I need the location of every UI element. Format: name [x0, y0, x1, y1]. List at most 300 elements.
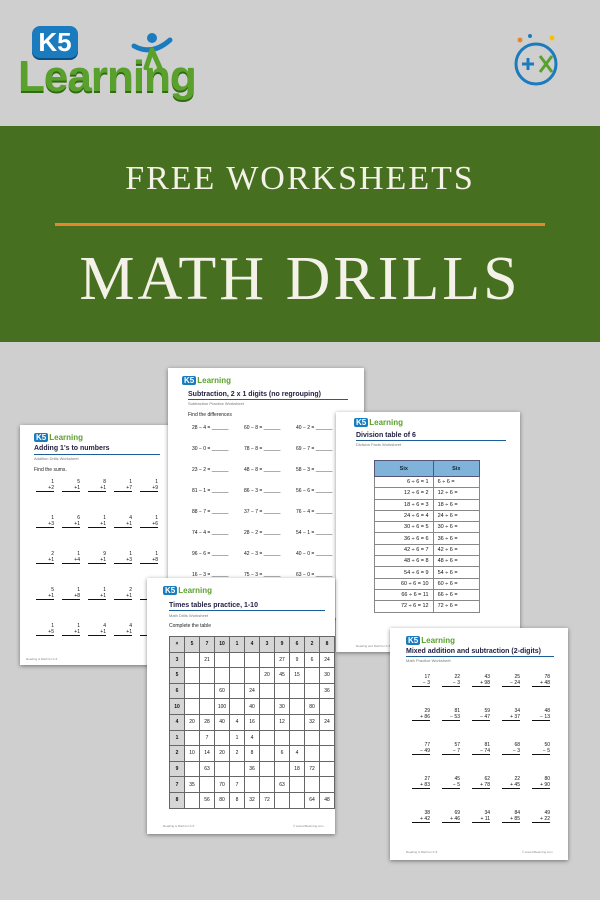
grid-cell: 36	[245, 761, 260, 777]
grid-header-cell: 9	[170, 761, 185, 777]
problem-top-number: 1	[103, 587, 106, 593]
vertical-problem	[412, 674, 430, 687]
problem-operand: − 53	[442, 714, 460, 721]
table-row	[375, 589, 480, 600]
grid-cell: 35	[185, 777, 200, 793]
problem-operand: + 37	[502, 714, 520, 721]
problem-top-number: 9	[103, 551, 106, 557]
table-cell: 30 ÷ 6 =	[433, 522, 479, 533]
vertical-problem	[442, 810, 460, 823]
title-rule	[34, 454, 160, 455]
vertical-problem	[36, 515, 54, 528]
table-cell: 66 ÷ 6 = 11	[375, 589, 434, 600]
problem-operand: − 49	[412, 748, 430, 755]
grid-cell	[305, 668, 320, 684]
table-cell: 36 ÷ 6 =	[433, 533, 479, 544]
title-rule	[356, 440, 506, 441]
problem-top-number: 34	[484, 810, 490, 816]
grid-cell	[185, 761, 200, 777]
problem-operand: + 78	[472, 782, 490, 789]
grid-cell	[290, 792, 305, 808]
problem-top-number: 1	[51, 623, 54, 629]
problem-top-number: 1	[155, 515, 158, 521]
grid-cell: 12	[275, 714, 290, 730]
problem-operand: +7	[114, 485, 132, 492]
table-row	[375, 578, 480, 589]
worksheet-subtitle: Addition Drills Worksheet	[34, 456, 79, 461]
problem-top-number: 5	[77, 479, 80, 485]
table-row	[375, 556, 480, 567]
problem-operand: + 98	[472, 680, 490, 687]
grid-cell: 10	[185, 746, 200, 762]
problem-operand: − 74	[472, 748, 490, 755]
times-table-grid	[169, 636, 335, 809]
problem-top-number: 1	[129, 479, 132, 485]
grid-cell: 32	[245, 792, 260, 808]
vertical-problem	[114, 623, 132, 636]
grid-cell	[215, 652, 230, 668]
problem-top-number: 17	[424, 674, 430, 680]
problem-top-number: 5	[51, 587, 54, 593]
worksheet-instruction: Complete the table	[169, 623, 211, 629]
grid-cell	[305, 683, 320, 699]
grid-row	[170, 777, 335, 793]
math-symbols-icon	[508, 30, 564, 90]
grid-cell	[230, 683, 245, 699]
problem-top-number: 1	[51, 479, 54, 485]
column-header: Six	[433, 461, 479, 477]
problem-operand: + 90	[532, 782, 550, 789]
vertical-problem	[472, 776, 490, 789]
problem-operand: + 46	[442, 816, 460, 823]
subtraction-problem: 28 − 4 = ______	[192, 425, 229, 431]
problem-top-number: 34	[514, 708, 520, 714]
grid-cell	[200, 699, 215, 715]
subtraction-problem: 96 − 6 = ______	[192, 551, 229, 557]
subtraction-problem: 42 − 3 = ______	[244, 551, 281, 557]
worksheet-logo: K5 Learning	[36, 433, 84, 442]
problem-top-number: 69	[454, 810, 460, 816]
problem-operand: +1	[114, 629, 132, 636]
problem-top-number: 45	[454, 776, 460, 782]
table-cell: 36 ÷ 6 = 6	[375, 533, 434, 544]
grid-cell	[320, 746, 335, 762]
grid-cell	[305, 777, 320, 793]
grid-cell: 8	[245, 746, 260, 762]
problem-operand: +1	[88, 557, 106, 564]
table-cell: 72 ÷ 6 =	[433, 601, 479, 612]
grid-cell	[185, 668, 200, 684]
worksheet-footer: Reading and Math for K-5	[356, 644, 391, 648]
subtraction-problem: 56 − 6 = ______	[296, 488, 333, 494]
problem-operand: +1	[62, 629, 80, 636]
problem-top-number: 50	[544, 742, 550, 748]
grid-cell: 72	[260, 792, 275, 808]
grid-cell: 8	[230, 792, 245, 808]
grid-row	[170, 730, 335, 746]
table-cell: 60 ÷ 6 = 10	[375, 578, 434, 589]
vertical-problem	[472, 674, 490, 687]
grid-cell: 1	[230, 730, 245, 746]
problem-top-number: 4	[103, 623, 106, 629]
grid-cell: 72	[305, 761, 320, 777]
grid-header-cell: 10	[170, 699, 185, 715]
vertical-problem	[442, 708, 460, 721]
problem-operand: +1	[62, 521, 80, 528]
table-row	[375, 601, 480, 612]
vertical-problem	[62, 479, 80, 492]
grid-cell	[305, 730, 320, 746]
worksheet-title: Adding 1's to numbers	[34, 445, 110, 452]
problem-top-number: 48	[544, 708, 550, 714]
vertical-problem	[502, 674, 520, 687]
grid-row	[170, 652, 335, 668]
grid-cell	[200, 777, 215, 793]
vertical-problem	[502, 708, 520, 721]
subtraction-problem: 63 − 0 = ______	[296, 572, 333, 578]
vertical-problem	[114, 551, 132, 564]
grid-cell: 30	[275, 699, 290, 715]
table-row	[375, 499, 480, 510]
grid-cell: 4	[230, 714, 245, 730]
vertical-problem	[532, 708, 550, 721]
problem-top-number: 8	[103, 479, 106, 485]
k5-badge: K5	[32, 26, 78, 58]
table-row	[375, 522, 480, 533]
grid-header-cell: 4	[170, 714, 185, 730]
grid-header-cell: 6	[290, 637, 305, 653]
subtraction-problem: 60 − 8 = ______	[244, 425, 281, 431]
problem-operand: − 7	[442, 748, 460, 755]
vertical-problem	[502, 742, 520, 755]
vertical-problem	[114, 587, 132, 600]
website-footer: © www.k5learning.com	[293, 824, 324, 828]
problem-operand: +8	[62, 593, 80, 600]
division-table	[374, 460, 480, 613]
vertical-problem	[88, 623, 106, 636]
worksheet-times-tables[interactable]	[147, 578, 335, 834]
grid-cell	[290, 777, 305, 793]
subtraction-problem: 40 − 2 = ______	[296, 425, 333, 431]
problem-top-number: 81	[454, 708, 460, 714]
table-cell: 66 ÷ 6 =	[433, 589, 479, 600]
grid-cell: 24	[320, 714, 335, 730]
grid-cell: 64	[305, 792, 320, 808]
worksheet-logo: K5 Learning	[356, 418, 404, 427]
grid-header-cell: 10	[215, 637, 230, 653]
problem-operand: + 85	[502, 816, 520, 823]
grid-cell: 63	[275, 777, 290, 793]
worksheet-footer: Reading & Math for K-5	[406, 850, 438, 854]
problem-operand: +3	[36, 521, 54, 528]
table-cell: 42 ÷ 6 = 7	[375, 544, 434, 555]
grid-cell: 6	[305, 652, 320, 668]
problem-top-number: 59	[484, 708, 490, 714]
grid-cell	[245, 668, 260, 684]
grid-header-cell: ×	[170, 637, 185, 653]
vertical-problem	[472, 708, 490, 721]
title-banner	[0, 126, 600, 342]
grid-cell	[290, 683, 305, 699]
grid-cell: 9	[290, 652, 305, 668]
grid-header-cell: 1	[230, 637, 245, 653]
worksheet-title: Times tables practice, 1-10	[169, 602, 258, 609]
problem-top-number: 81	[484, 742, 490, 748]
vertical-problem	[62, 587, 80, 600]
problem-top-number: 1	[77, 623, 80, 629]
subtraction-problem: 76 − 4 = ______	[296, 509, 333, 515]
grid-row	[170, 668, 335, 684]
subtraction-problem: 54 − 1 = ______	[296, 530, 333, 536]
vertical-problem	[442, 776, 460, 789]
worksheet-title: Mixed addition and subtraction (2-digits)	[406, 648, 541, 655]
grid-cell	[260, 714, 275, 730]
table-row	[375, 533, 480, 544]
problem-operand: + 48	[532, 680, 550, 687]
problem-operand: − 3	[442, 680, 460, 687]
worksheet-division-six[interactable]	[336, 412, 520, 652]
problem-top-number: 77	[424, 742, 430, 748]
column-header: Six	[375, 461, 434, 477]
grid-cell	[320, 730, 335, 746]
problem-top-number: 57	[454, 742, 460, 748]
problem-operand: − 5	[532, 748, 550, 755]
vertical-problem	[532, 776, 550, 789]
title-rule	[188, 399, 348, 400]
problem-top-number: 22	[514, 776, 520, 782]
grid-cell	[260, 699, 275, 715]
grid-cell: 45	[275, 668, 290, 684]
table-cell: 54 ÷ 6 = 9	[375, 567, 434, 578]
grid-cell	[320, 777, 335, 793]
grid-cell	[260, 730, 275, 746]
vertical-problem	[532, 674, 550, 687]
grid-cell	[185, 699, 200, 715]
grid-cell	[275, 730, 290, 746]
banner-subtitle: FREE WORKSHEETS	[125, 160, 475, 197]
problem-top-number: 43	[484, 674, 490, 680]
grid-cell: 16	[245, 714, 260, 730]
problem-top-number: 6	[77, 515, 80, 521]
problem-top-number: 1	[155, 551, 158, 557]
grid-row	[170, 637, 335, 653]
table-cell: 42 ÷ 6 =	[433, 544, 479, 555]
problem-operand: +1	[62, 485, 80, 492]
grid-cell	[260, 652, 275, 668]
problem-operand: + 83	[412, 782, 430, 789]
vertical-problem	[472, 810, 490, 823]
vertical-problem	[88, 515, 106, 528]
worksheet-subtitle: Division Facts Worksheet	[356, 442, 402, 447]
grid-cell	[320, 699, 335, 715]
grid-cell	[260, 746, 275, 762]
problem-top-number: 1	[77, 551, 80, 557]
problem-top-number: 80	[544, 776, 550, 782]
table-row	[375, 488, 480, 499]
problem-top-number: 1	[155, 479, 158, 485]
vertical-problem	[36, 623, 54, 636]
worksheet-logo: K5 Learning	[408, 636, 456, 645]
worksheet-logo: K5 Learning	[184, 376, 232, 385]
problem-operand: +6	[140, 521, 158, 528]
grid-cell: 2	[230, 746, 245, 762]
worksheet-mixed-add-sub[interactable]	[390, 628, 568, 860]
table-cell: 48 ÷ 6 = 8	[375, 556, 434, 567]
banner-divider	[55, 223, 545, 226]
grid-header-cell: 2	[305, 637, 320, 653]
vertical-problem	[62, 515, 80, 528]
problem-top-number: 4	[129, 515, 132, 521]
grid-cell	[215, 730, 230, 746]
table-cell: 18 ÷ 6 =	[433, 499, 479, 510]
grid-cell	[215, 668, 230, 684]
k5-learning-logo[interactable]	[18, 22, 218, 102]
problem-operand: + 11	[472, 816, 490, 823]
grid-header-cell: 5	[170, 668, 185, 684]
vertical-problem	[36, 479, 54, 492]
grid-header-cell: 8	[320, 637, 335, 653]
vertical-problem	[140, 515, 158, 528]
vertical-problem	[140, 551, 158, 564]
grid-cell: 48	[320, 792, 335, 808]
grid-row	[170, 714, 335, 730]
website-footer: © www.k5learning.com	[522, 850, 553, 854]
problem-operand: + 22	[532, 816, 550, 823]
grid-cell: 21	[200, 652, 215, 668]
vertical-problem	[532, 810, 550, 823]
grid-cell: 63	[200, 761, 215, 777]
subtraction-problem: 86 − 3 = ______	[244, 488, 281, 494]
grid-cell: 28	[200, 714, 215, 730]
grid-cell	[230, 668, 245, 684]
table-cell: 54 ÷ 6 =	[433, 567, 479, 578]
problem-top-number: 1	[103, 515, 106, 521]
grid-cell	[260, 761, 275, 777]
worksheet-footer: Reading & Math for K-5	[26, 657, 58, 661]
problem-top-number: 2	[129, 587, 132, 593]
problem-top-number: 62	[484, 776, 490, 782]
grid-cell: 30	[320, 668, 335, 684]
table-cell: 6 ÷ 6 =	[433, 477, 479, 488]
problem-top-number: 68	[514, 742, 520, 748]
subtraction-problem: 78 − 8 = ______	[244, 446, 281, 452]
grid-cell	[245, 652, 260, 668]
grid-cell: 40	[245, 699, 260, 715]
grid-header-cell: 3	[260, 637, 275, 653]
grid-cell: 24	[245, 683, 260, 699]
problem-top-number: 1	[129, 551, 132, 557]
grid-cell	[260, 777, 275, 793]
problem-top-number: 84	[514, 810, 520, 816]
grid-row	[170, 683, 335, 699]
grid-cell: 18	[290, 761, 305, 777]
problem-operand: +1	[114, 521, 132, 528]
subtraction-problem: 88 − 7 = ______	[192, 509, 229, 515]
problem-operand: +1	[114, 593, 132, 600]
problem-operand: + 86	[412, 714, 430, 721]
problem-operand: +1	[88, 593, 106, 600]
problem-top-number: 1	[77, 587, 80, 593]
grid-cell: 40	[215, 714, 230, 730]
worksheet-subtitle: Math Practice Worksheet	[406, 658, 451, 663]
problem-top-number: 49	[544, 810, 550, 816]
table-row	[375, 567, 480, 578]
grid-header-cell: 6	[170, 683, 185, 699]
problem-top-number: 2	[51, 551, 54, 557]
grid-cell	[230, 699, 245, 715]
grid-cell	[215, 761, 230, 777]
grid-header-cell: 5	[185, 637, 200, 653]
subtraction-problem: 48 − 8 = ______	[244, 467, 281, 473]
subtraction-problem: 69 − 7 = ______	[296, 446, 333, 452]
problem-operand: +1	[36, 557, 54, 564]
table-cell: 18 ÷ 6 = 3	[375, 499, 434, 510]
subtraction-problem: 28 − 2 = ______	[244, 530, 281, 536]
worksheet-title: Division table of 6	[356, 432, 416, 439]
grid-cell: 32	[305, 714, 320, 730]
grid-cell	[185, 683, 200, 699]
table-cell: 24 ÷ 6 =	[433, 510, 479, 521]
grid-cell	[185, 792, 200, 808]
table-cell: 24 ÷ 6 = 4	[375, 510, 434, 521]
vertical-problem	[114, 479, 132, 492]
vertical-problem	[88, 479, 106, 492]
grid-header-cell: 9	[275, 637, 290, 653]
grid-cell: 24	[320, 652, 335, 668]
grid-row	[170, 746, 335, 762]
problem-operand: − 3	[412, 680, 430, 687]
grid-cell	[185, 730, 200, 746]
grid-header-cell: 1	[170, 730, 185, 746]
grid-header-cell: 8	[170, 792, 185, 808]
table-cell: 72 ÷ 6 = 12	[375, 601, 434, 612]
grid-cell: 20	[260, 668, 275, 684]
grid-cell: 20	[215, 746, 230, 762]
vertical-problem	[532, 742, 550, 755]
grid-cell: 6	[275, 746, 290, 762]
header-area	[0, 0, 600, 125]
grid-cell: 70	[215, 777, 230, 793]
grid-cell: 56	[200, 792, 215, 808]
grid-cell	[185, 652, 200, 668]
vertical-problem	[114, 515, 132, 528]
learning-wordmark: Learning	[18, 52, 196, 101]
vertical-problem	[140, 479, 158, 492]
problem-top-number: 1	[51, 515, 54, 521]
grid-header-cell: 3	[170, 652, 185, 668]
problem-operand: − 24	[502, 680, 520, 687]
problem-operand: − 13	[532, 714, 550, 721]
title-rule	[169, 610, 325, 611]
problem-operand: − 5	[442, 782, 460, 789]
vertical-problem	[412, 776, 430, 789]
table-cell: 60 ÷ 6 =	[433, 578, 479, 589]
vertical-problem	[412, 742, 430, 755]
worksheet-subtitle: Subtraction Practice Worksheet	[188, 401, 244, 406]
grid-row	[170, 792, 335, 808]
grid-cell	[305, 746, 320, 762]
grid-cell	[230, 652, 245, 668]
problem-operand: + 45	[502, 782, 520, 789]
problem-operand: +2	[36, 485, 54, 492]
problem-top-number: 22	[454, 674, 460, 680]
subtraction-problem: 58 − 3 = ______	[296, 467, 333, 473]
grid-cell: 14	[200, 746, 215, 762]
worksheet-footer: Reading & Math for K-5	[163, 824, 195, 828]
subtraction-problem: 81 − 1 = ______	[192, 488, 229, 494]
vertical-problem	[412, 810, 430, 823]
worksheet-subtitle: Math Drills Worksheet	[169, 613, 209, 618]
